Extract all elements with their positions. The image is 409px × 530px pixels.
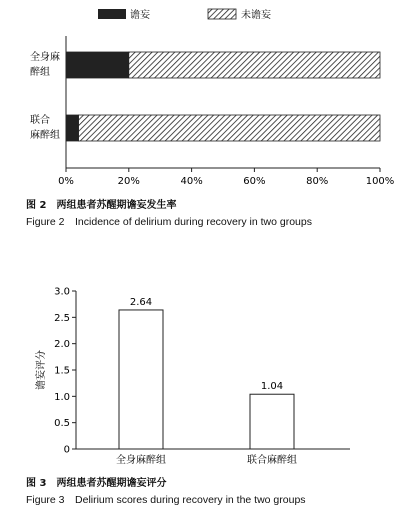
y-tick-label-3: 1.5	[54, 365, 70, 377]
y-tick-label-6: 3.0	[54, 286, 70, 298]
legend-label-delirium: 谵妄	[130, 10, 150, 21]
data-label-0: 2.64	[129, 296, 153, 308]
bar-delirium-1	[66, 115, 79, 141]
category-label-score-0: 全身麻醉组	[116, 455, 166, 466]
x-tick-label-2: 40%	[180, 176, 203, 187]
bar-no-delirium-0	[129, 52, 380, 78]
bar-delirium-0	[66, 52, 129, 78]
legend-swatch-no-delirium	[208, 9, 236, 19]
bar-no-delirium-1	[79, 115, 380, 141]
y-tick-label-2: 1.0	[54, 391, 70, 403]
y-tick-label-1: 0.5	[54, 418, 70, 430]
category-label-1-line-0: 联合	[30, 115, 50, 126]
figure-2-caption-en: Figure 2 Incidence of delirium during recovery in two groups	[26, 216, 312, 228]
chart-incidence	[30, 8, 394, 187]
legend-swatch-delirium	[98, 9, 126, 19]
category-label-0-line-1: 醉组	[30, 67, 50, 78]
x-tick-label-0: 0%	[58, 176, 74, 187]
chart-scores	[34, 287, 350, 467]
category-label-score-1: 联合麻醉组	[247, 455, 297, 466]
bar-score-1	[250, 394, 294, 449]
x-tick-label-1: 20%	[117, 176, 140, 187]
y-axis-label: 谵妄评分	[36, 350, 47, 390]
figure-3-caption-zh: 图 3 两组患者苏醒期谵妄评分	[26, 478, 167, 489]
legend-label-no-delirium: 未谵妄	[241, 10, 271, 21]
x-tick-label-5: 100%	[365, 176, 395, 187]
x-tick-label-4: 80%	[306, 176, 329, 187]
category-label-0-line-0: 全身麻	[30, 52, 60, 63]
bar-score-0	[119, 310, 163, 449]
x-tick-label-3: 60%	[243, 176, 266, 187]
y-tick-label-4: 2.0	[54, 339, 70, 351]
category-label-1-line-1: 麻醉组	[30, 130, 60, 141]
legend	[98, 8, 272, 21]
y-tick-label-0: 0	[63, 444, 70, 456]
y-tick-label-5: 2.5	[54, 312, 70, 324]
data-label-1: 1.04	[260, 381, 284, 393]
figure-3-caption-en: Figure 3 Delirium scores during recovery in the two groups	[26, 494, 306, 506]
figure-2-caption-zh: 图 2 两组患者苏醒期谵妄发生率	[26, 200, 177, 211]
